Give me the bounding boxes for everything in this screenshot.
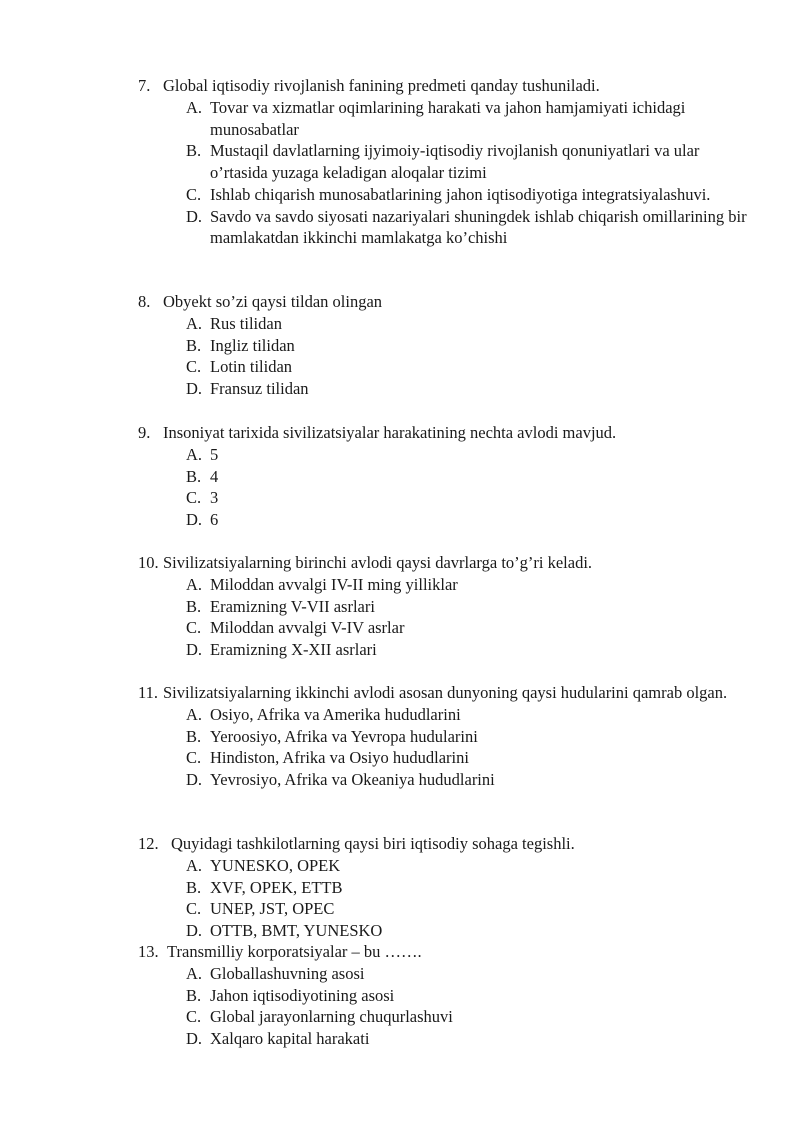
option-text: 4 bbox=[210, 466, 219, 486]
option-letter: A. bbox=[186, 314, 203, 333]
question-text: Global iqtisodiy rivojlanish fanining predmeti qanday tushuniladi. bbox=[163, 76, 600, 95]
option-c bbox=[138, 747, 758, 769]
option-a bbox=[138, 444, 758, 466]
question-8 bbox=[138, 291, 758, 400]
option-a bbox=[138, 704, 758, 726]
question-10 bbox=[138, 552, 758, 661]
option-c bbox=[138, 487, 758, 509]
option-text: Xalqaro kapital harakati bbox=[210, 1029, 370, 1049]
option-text: Eramizning V-VII asrlari bbox=[210, 596, 375, 616]
question-text: Sivilizatsiyalarning ikkinchi avlodi asosan dunyoning qaysi hudularini qamrab olgan. bbox=[163, 683, 728, 702]
option-letter: A. bbox=[186, 98, 203, 117]
option-list bbox=[138, 574, 758, 661]
option-d bbox=[138, 1028, 758, 1050]
option-text: Mustaqil davlatlarning ijyimoiy-iqtisodiy rivojlanish qonuniyatlari va ular o’rtasida yuzaga keladigan aloqalar tizimi bbox=[210, 141, 700, 183]
option-letter: B. bbox=[186, 335, 202, 355]
option-list bbox=[138, 963, 758, 1050]
option-letter: A. bbox=[186, 705, 203, 724]
option-c bbox=[138, 1006, 758, 1028]
option-text: 3 bbox=[210, 488, 219, 508]
option-d bbox=[138, 920, 758, 942]
option-text: Fransuz tilidan bbox=[210, 379, 309, 399]
option-text: UNEP, JST, OPEC bbox=[210, 899, 335, 919]
option-text: XVF, OPEK, ETTB bbox=[210, 877, 343, 897]
option-a bbox=[138, 574, 758, 596]
option-d bbox=[138, 769, 758, 791]
option-text: 6 bbox=[210, 510, 219, 530]
option-text: 5 bbox=[210, 445, 219, 464]
option-letter: B. bbox=[186, 726, 202, 746]
option-letter: C. bbox=[186, 1007, 202, 1027]
option-list bbox=[138, 97, 758, 249]
option-a bbox=[138, 313, 758, 335]
option-a bbox=[138, 963, 758, 985]
question-title bbox=[138, 75, 758, 97]
option-letter: D. bbox=[186, 921, 203, 941]
question-text: Transmilliy korporatsiyalar – bu ……. bbox=[167, 942, 422, 961]
option-letter: A. bbox=[186, 445, 203, 464]
option-text: Jahon iqtisodiyotining asosi bbox=[210, 985, 395, 1005]
question-number: 11. bbox=[138, 683, 159, 702]
option-a bbox=[138, 855, 758, 877]
option-letter: C. bbox=[186, 899, 202, 919]
option-text: Miloddan avvalgi V-IV asrlar bbox=[210, 618, 405, 638]
option-letter: A. bbox=[186, 964, 203, 983]
option-text: Tovar va xizmatlar oqimlarining harakati va jahon hamjamiyati ichidagi munosabatlar bbox=[210, 98, 686, 139]
question-number: 13. bbox=[138, 942, 159, 961]
option-b bbox=[138, 877, 758, 899]
option-list bbox=[138, 855, 758, 942]
question-text: Sivilizatsiyalarning birinchi avlodi qaysi davrlarga to’g’ri keladi. bbox=[163, 553, 593, 572]
option-letter: C. bbox=[186, 748, 202, 768]
option-text: Osiyo, Afrika va Amerika hududlarini bbox=[210, 705, 461, 724]
option-c bbox=[138, 898, 758, 920]
option-letter: B. bbox=[186, 985, 202, 1005]
question-number: 7. bbox=[138, 76, 151, 95]
option-b bbox=[138, 985, 758, 1007]
option-letter: D. bbox=[186, 206, 203, 226]
option-text: Hindiston, Afrika va Osiyo hududlarini bbox=[210, 748, 469, 768]
option-text: Lotin tilidan bbox=[210, 357, 293, 377]
question-title bbox=[138, 833, 758, 855]
option-d bbox=[138, 378, 758, 400]
question-12 bbox=[138, 833, 758, 942]
option-d bbox=[138, 206, 758, 249]
option-letter: B. bbox=[186, 466, 202, 486]
question-7 bbox=[138, 75, 758, 249]
question-number: 12. bbox=[138, 834, 159, 853]
option-c bbox=[138, 617, 758, 639]
option-list bbox=[138, 444, 758, 531]
question-text: Quyidagi tashkilotlarning qaysi biri iqtisodiy sohaga tegishli. bbox=[171, 834, 575, 853]
option-text: Savdo va savdo siyosati nazariyalari shuningdek ishlab chiqarish omillarining bir mamlakatdan ikkinchi mamlakatga ko’chishi bbox=[210, 206, 747, 248]
option-d bbox=[138, 639, 758, 661]
option-b bbox=[138, 726, 758, 748]
option-b bbox=[138, 140, 758, 183]
option-text: Miloddan avvalgi IV-II ming yilliklar bbox=[210, 575, 458, 594]
question-11 bbox=[138, 682, 758, 791]
option-text: Ingliz tilidan bbox=[210, 335, 295, 355]
option-letter: A. bbox=[186, 575, 203, 594]
option-letter: C. bbox=[186, 488, 202, 508]
option-letter: C. bbox=[186, 618, 202, 638]
option-letter: D. bbox=[186, 640, 203, 660]
option-letter: D. bbox=[186, 379, 203, 399]
question-13 bbox=[138, 941, 758, 1050]
option-b bbox=[138, 466, 758, 488]
question-title bbox=[138, 422, 758, 444]
option-a bbox=[138, 97, 758, 140]
option-letter: C. bbox=[186, 357, 202, 377]
option-d bbox=[138, 509, 758, 531]
option-text: Yeroosiyo, Afrika va Yevropa hudularini bbox=[210, 726, 478, 746]
question-number: 9. bbox=[138, 423, 151, 442]
option-b bbox=[138, 596, 758, 618]
option-letter: D. bbox=[186, 510, 203, 530]
option-text: OTTB, BMT, YUNESKO bbox=[210, 921, 383, 941]
option-text: Eramizning X-XII asrlari bbox=[210, 640, 377, 660]
option-list bbox=[138, 313, 758, 400]
option-text: YUNESKO, OPEK bbox=[210, 856, 341, 875]
option-text: Global jarayonlarning chuqurlashuvi bbox=[210, 1007, 453, 1027]
option-text: Rus tilidan bbox=[210, 314, 282, 333]
option-letter: A. bbox=[186, 856, 203, 875]
option-list bbox=[138, 704, 758, 791]
option-text: Globallashuvning asosi bbox=[210, 964, 365, 983]
question-title bbox=[138, 682, 758, 704]
option-b bbox=[138, 335, 758, 357]
question-title bbox=[138, 291, 758, 313]
question-number: 10. bbox=[138, 553, 159, 572]
option-letter: C. bbox=[186, 184, 202, 204]
question-title bbox=[138, 941, 758, 963]
option-letter: B. bbox=[186, 596, 202, 616]
option-letter: B. bbox=[186, 141, 202, 161]
option-text: Yevrosiyo, Afrika va Okeaniya hududlarini bbox=[210, 770, 495, 790]
option-letter: D. bbox=[186, 1029, 203, 1049]
question-9 bbox=[138, 422, 758, 531]
question-text: Insoniyat tarixida sivilizatsiyalar harakatining nechta avlodi mavjud. bbox=[163, 423, 617, 442]
option-c bbox=[138, 184, 758, 206]
option-letter: B. bbox=[186, 877, 202, 897]
option-c bbox=[138, 356, 758, 378]
question-text: Obyekt so’zi qaysi tildan olingan bbox=[163, 292, 383, 311]
question-number: 8. bbox=[138, 292, 151, 311]
question-title bbox=[138, 552, 758, 574]
option-letter: D. bbox=[186, 770, 203, 790]
option-text: Ishlab chiqarish munosabatlarining jahon iqtisodiyotiga integratsiyalashuvi. bbox=[210, 184, 711, 204]
